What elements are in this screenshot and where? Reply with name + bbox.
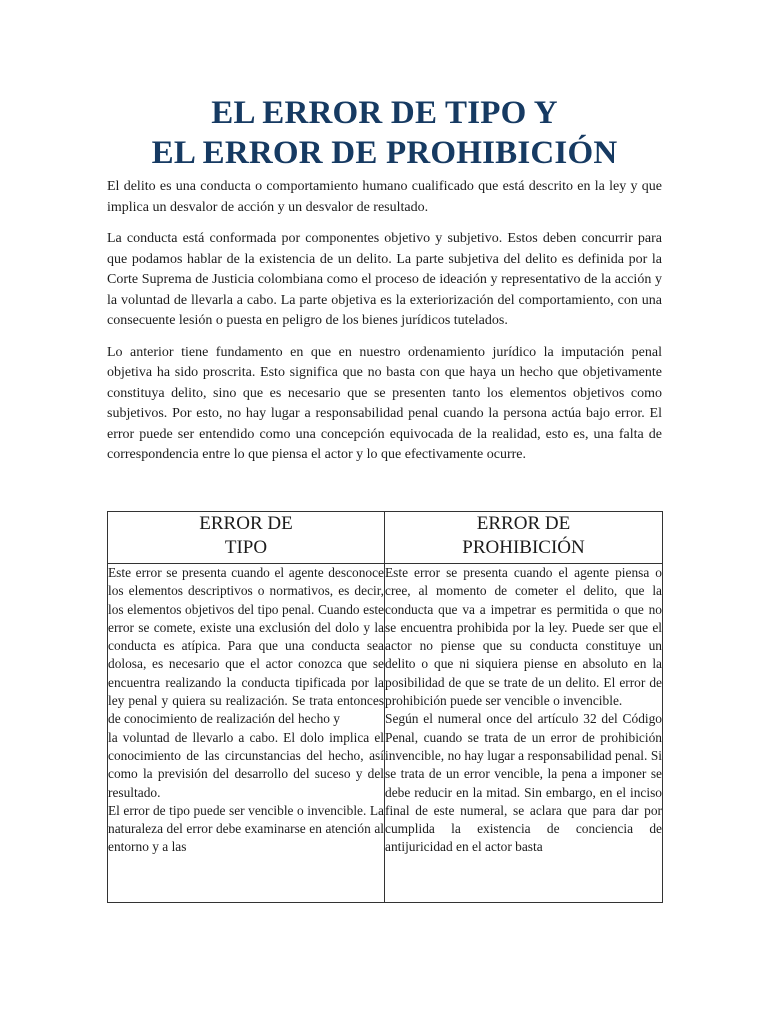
cell-paragraph: Según el numeral once del artículo 32 del Código Penal, cuando se trata de un error de prohibición invencible, no hay lugar a responsabilidad penal. Si se trata de un error vencible, la pena a imponer se debe reducir en la mitad. Sin embargo, en el inciso final de este numeral, se aclara que para dar por cumplida la existencia de conciencia de antijuricidad en el actor basta [385, 711, 662, 855]
header-line: PROHIBICIÓN [462, 537, 585, 558]
document-title [107, 0, 662, 173]
header-line: TIPO [224, 537, 268, 558]
cell-error-de-tipo [108, 564, 385, 903]
title-line-2: EL ERROR DE PROHIBICIÓN [151, 135, 618, 171]
paragraph: La conducta está conformada por componentes objetivo y subjetivo. Estos deben concurrir para que podamos hablar de la existencia de un delito. La parte subjetiva del delito es definida por la Corte Suprema de Justicia colombiana como el proceso de ideación y representativo de la acción y la voluntad de llevarla a cabo. La parte objetiva es la exteriorización del comportamiento, con una consecuente lesión o puesta en peligro de los bienes jurídicos tutelados. [107, 231, 662, 328]
cell-paragraph: El error de tipo puede ser vencible o invencible. La naturaleza del error debe examinarse en atención al entorno y a las [108, 802, 384, 855]
document-page [107, 0, 662, 855]
cell-paragraph: Este error se presenta cuando el agente desconoce los elementos descriptivos o normativos, es decir, los elementos objetivos del tipo penal. Cuando este error se comete, existe una exclusión del dolo y la conducta es atípica. Para que una conducta sea dolosa, es necesario que el actor conozca que se encuentra realizando la conducta tipificada por la ley penal y quiera su realización. Se trata entonces de conocimiento de realización del hecho y [108, 565, 384, 727]
cell-error-de-prohibicion [385, 564, 663, 903]
header-error-de-prohibicion [385, 512, 663, 564]
table-body-row [108, 564, 663, 903]
header-line: ERROR DE [476, 513, 571, 534]
cell-paragraph: Este error se presenta cuando el agente piensa o cree, al momento de cometer el delito, que la conducta que va a impetrar es permitida o que no se encuentra prohibida por la ley. Puede ser que el actor no piense que su conducta constituye un delito o que ni siquiera piense en absoluto en la posibilidad de que se trate de un delito. El error de prohibición puede ser vencible o invencible. [385, 565, 662, 709]
comparison-table [107, 511, 663, 903]
title-line-1: EL ERROR DE TIPO Y [211, 95, 558, 131]
paragraph: El delito es una conducta o comportamiento humano cualificado que está descrito en la ley y que implica un desvalor de acción y un desvalor de resultado. [107, 179, 662, 215]
paragraph: Lo anterior tiene fundamento en que en nuestro ordenamiento jurídico la imputación penal objetiva ha sido proscrita. Esto significa que no basta con que haya un hecho que objetivamente constituya delito, sino que es necesario que se presenten tanto los elementos objetivos como subjetivos. Por esto, no hay lugar a responsabilidad penal cuando la persona actúa bajo error. El error puede ser entendido como una concepción equivocada de la realidad, esto es, una falta de correspondencia entre lo que piensa el actor y lo que efectivamente ocurre. [107, 344, 662, 462]
body-text [107, 177, 662, 466]
header-line: ERROR DE [199, 513, 293, 534]
table-header-row [108, 512, 663, 564]
header-error-de-tipo [108, 512, 385, 564]
cell-paragraph: la voluntad de llevarlo a cabo. El dolo implica el conocimiento de las circunstancias del hecho, así como la previsión del desarrollo del suceso y del resultado. [108, 729, 384, 800]
